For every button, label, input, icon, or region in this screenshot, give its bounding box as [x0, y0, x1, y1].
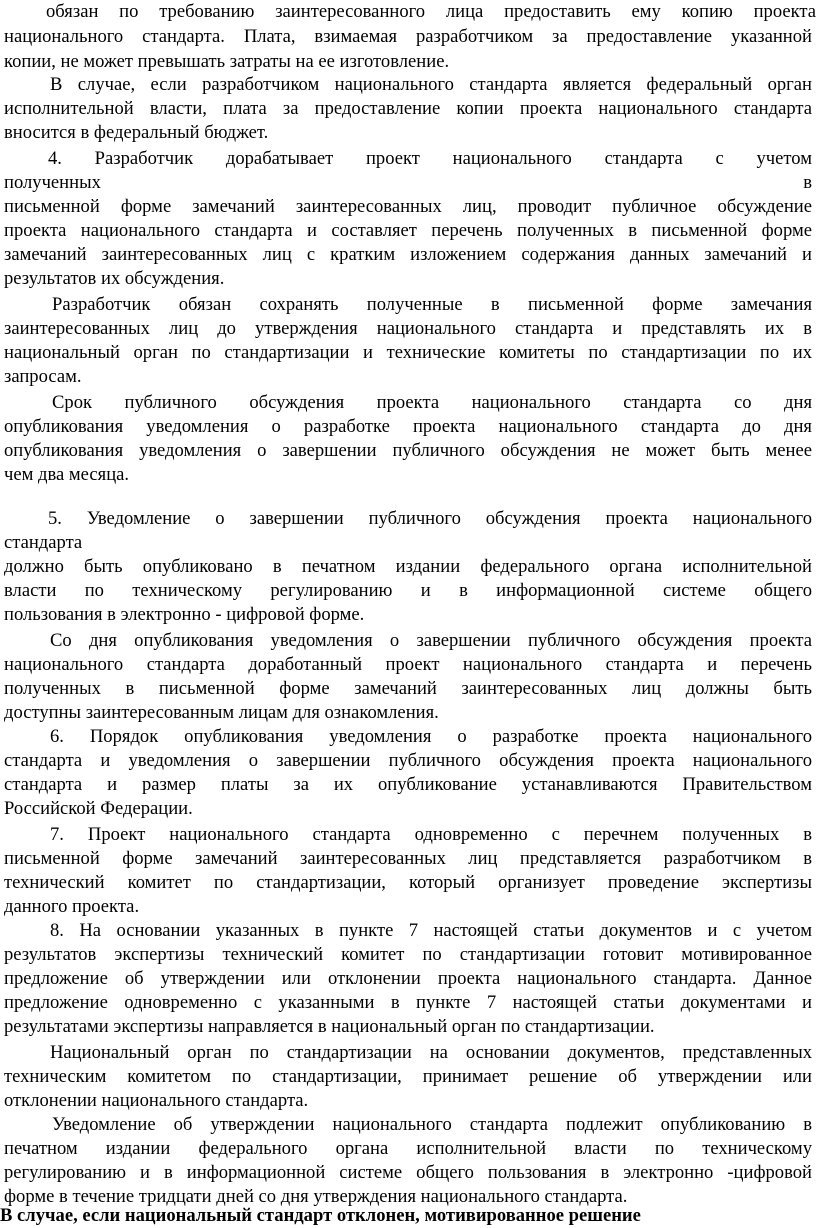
list-item-7: 7. Проект национального стандарта одновременно с перечнем полученных в — [50, 824, 812, 845]
text-line: техническим комитетом по стандартизации, принимает решение об утверждении или — [4, 1066, 812, 1087]
text-line: форме в течение тридцати дней со дня утверждения национального стандарта. — [4, 1186, 628, 1207]
text-line: Национальный орган по стандартизации на основании документов, представленных — [50, 1042, 812, 1063]
text-line: Разработчик обязан сохранять полученные в письменной форме замечания — [52, 294, 812, 315]
bold-text-line: В случае, если национальный стандарт отклонен, мотивированное решение — [0, 1205, 641, 1226]
text-line: доступны заинтересованным лицам для ознакомления. — [4, 702, 439, 723]
text-line: замечаний заинтересованных лиц с кратким изложением содержания данных замечаний и — [4, 244, 812, 265]
text-line: Со дня опубликования уведомления о завершении публичного обсуждения проекта — [50, 630, 812, 651]
text-line: полученных в письменной форме замечаний заинтересованных лиц должны быть — [4, 678, 812, 699]
text-line: результатами экспертизы направляется в национальный орган по стандартизации. — [4, 1016, 655, 1037]
text-line: результатов их обсуждения. — [4, 268, 225, 289]
text-line: копии, не может превышать затраты на ее изготовление. — [4, 51, 450, 72]
text-line: должно быть опубликовано в печатном издании федерального органа исполнительной — [4, 556, 812, 577]
text-line: пользования в электронно - цифровой форме. — [4, 604, 365, 625]
text-line: вносится в федеральный бюджет. — [4, 122, 269, 143]
text-line: стандарта и уведомления о завершении публичного обсуждения проекта национального — [4, 750, 812, 771]
list-item-4: 4. Разработчик дорабатывает проект национального стандарта с учетом — [48, 148, 812, 169]
text-line: стандарта — [4, 532, 83, 553]
text-line: национального стандарта. Плата, взимаемая разработчиком за предоставление указанной — [4, 26, 812, 47]
text-line: проекта национального стандарта и составляет перечень полученных в письменной форме — [4, 220, 812, 241]
text-line: Уведомление об утверждении национального стандарта подлежит опубликованию в — [52, 1114, 812, 1135]
text-line: печатном издании федерального органа исполнительной власти по техническому — [4, 1138, 812, 1159]
text-line: регулированию и в информационной системе общего пользования в электронно -цифровой — [4, 1162, 812, 1183]
list-item-8: 8. На основании указанных в пункте 7 настоящей статьи документов и с учетом — [50, 920, 812, 941]
text-line: опубликования уведомления о завершении публичного обсуждения не может быть менее — [4, 440, 812, 461]
text-line: предложение одновременно с указанными в пункте 7 настоящей статьи документами и — [4, 992, 812, 1013]
text-line: власти по техническому регулированию и в информационной системе общего — [4, 580, 812, 601]
text-line: опубликования уведомления о разработке проекта национального стандарта до дня — [4, 416, 812, 437]
text-line: результатов экспертизы технический комитет по стандартизации готовит мотивированное — [4, 944, 812, 965]
text-line: предложение об утверждении или отклонении проекта национального стандарта. Данное — [4, 968, 812, 989]
text-line: заинтересованных лиц до утверждения национального стандарта и представлять их в — [4, 318, 812, 339]
text-line: В случае, если разработчиком национального стандарта является федеральный орган — [50, 74, 812, 95]
text-line: национальный орган по стандартизации и технические комитеты по стандартизации по их — [4, 342, 812, 363]
text-line: Российской Федерации. — [4, 798, 193, 819]
text-line: национального стандарта доработанный проект национального стандарта и перечень — [4, 654, 812, 675]
text-line: отклонении национального стандарта. — [4, 1090, 309, 1111]
text-line: Срок публичного обсуждения проекта национального стандарта со дня — [52, 392, 812, 413]
text-line: исполнительной власти, плата за предоставление копии проекта национального стандарта — [4, 98, 812, 119]
list-item-6: 6. Порядок опубликования уведомления о разработке проекта национального — [50, 726, 812, 747]
list-item-5: 5. Уведомление о завершении публичного обсуждения проекта национального — [48, 508, 812, 529]
text-line: полученных в — [4, 172, 812, 193]
text-line: письменной форме замечаний заинтересованных лиц представляется разработчиком в — [4, 848, 812, 869]
text-line: чем два месяца. — [4, 464, 130, 485]
text-line: стандарта и размер платы за их опубликование устанавливаются Правительством — [4, 774, 812, 795]
text-line: письменной форме замечаний заинтересованных лиц, проводит публичное обсуждение — [4, 196, 812, 217]
text-line: запросам. — [4, 366, 82, 387]
text-line: технический комитет по стандартизации, который организует проведение экспертизы — [4, 872, 812, 893]
text-line: обязан по требованию заинтересованного лица предоставить ему копию проекта — [46, 1, 816, 22]
text-line: данного проекта. — [4, 896, 140, 917]
